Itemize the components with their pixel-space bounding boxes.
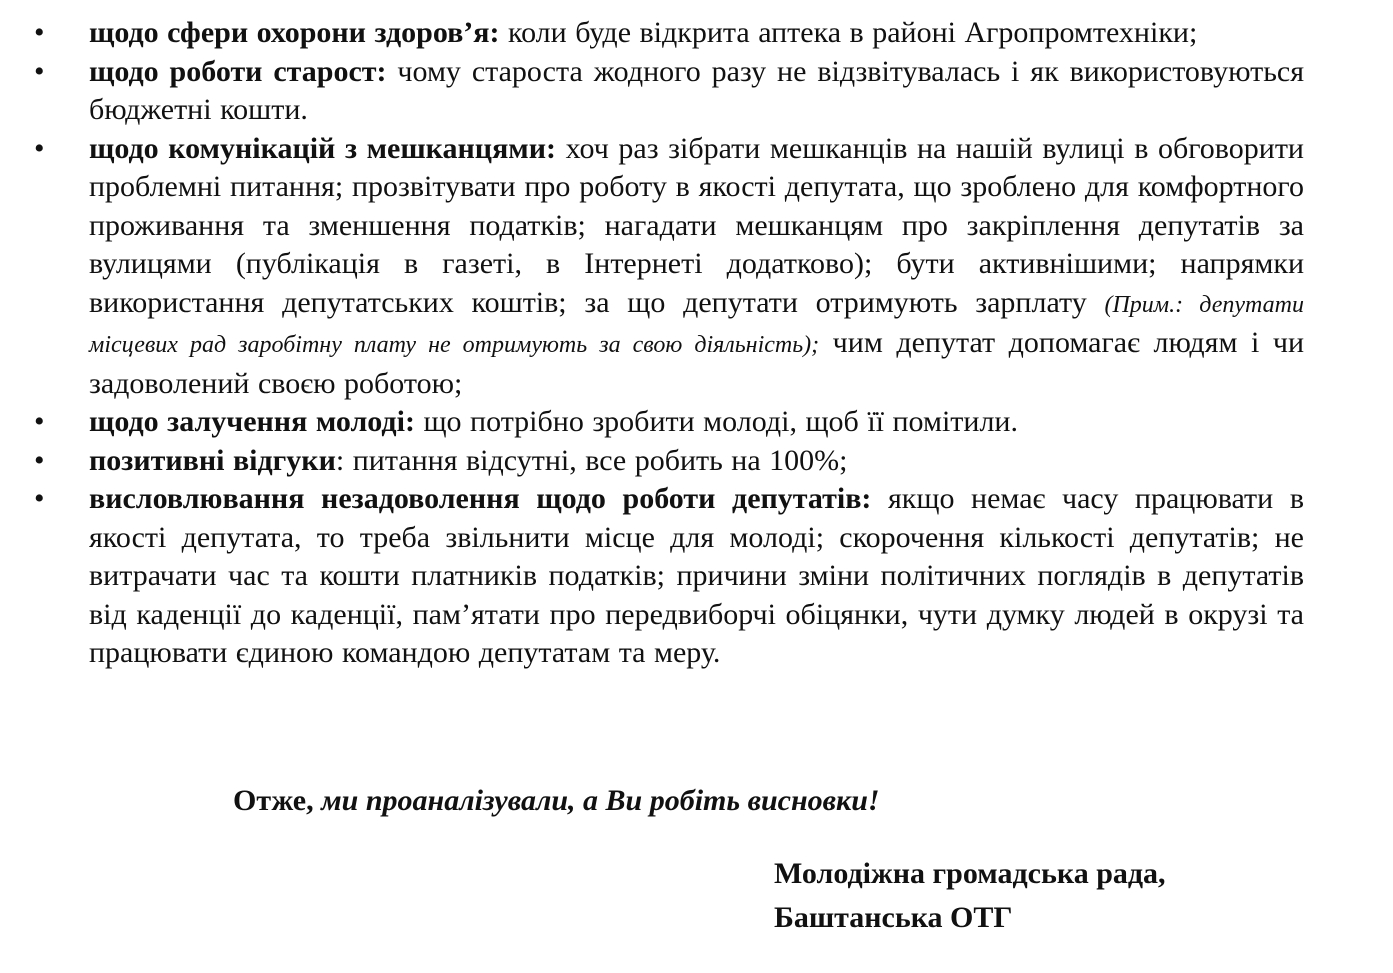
- bullet-icon: •: [34, 131, 45, 165]
- item-text: що потрібно зробити молоді, щоб її помітили.: [414, 405, 1018, 438]
- item-text-tail: чим депутат допомагає людям і чи задоволений своєю роботою;: [89, 326, 1304, 400]
- signature-org: Молодіжна громадська рада,: [774, 857, 1166, 890]
- item-text: коли буде відкрита аптека в районі Агропромтехніки;: [499, 16, 1198, 49]
- list-item-health: [34, 14, 1304, 53]
- feedback-list: [34, 14, 1305, 673]
- item-heading: висловлювання незадоволення щодо роботи депутатів:: [89, 482, 872, 515]
- item-text: чому староста жодного разу не відзвітувалась і як використовуються бюджетні кошти.: [89, 54, 1304, 126]
- item-heading: щодо комунікацій з мешканцями:: [89, 131, 557, 165]
- list-item-positive: [34, 442, 1304, 481]
- item-text: : питання відсутні, все робить на 100%;: [335, 443, 848, 477]
- item-text: якщо немає часу працювати в якості депутата, то треба звільнити місце для молоді; скорочення кількості депутатів; не витрачати час та кошти платників податків; причини зміни політичних поглядів в депутатів від каденції до каденції, пам’ятати про передвиборчі обіцянки, чути думку людей в окрузі та працювати єдиною командою депутатам та меру.: [89, 482, 1304, 669]
- item-text: хоч раз зібрати мешканців на нашій вулиці в обговорити проблемні питання; прозвітувати про роботу в якості депутата, що зроблено для комфортного проживання та зменшення податків; нагадати мешканцям про закріплення депутатів за вулицями (публікація в газеті, в Інтернеті додатково); бути активнішими; напрямки використання депутатських коштів; за що депутати отримують зарплату: [89, 131, 1304, 319]
- conclusion-lead: Отже,: [233, 784, 314, 817]
- bullet-icon: •: [34, 405, 45, 438]
- bullet-icon: •: [34, 482, 45, 515]
- list-item-youth: [34, 403, 1304, 442]
- conclusion-line: [233, 782, 880, 820]
- list-item-communication: [34, 130, 1305, 404]
- item-heading: щодо залучення молоді:: [89, 405, 415, 438]
- signature-block: [774, 852, 1166, 940]
- item-heading: щодо роботи старост:: [89, 54, 387, 88]
- item-heading: позитивні відгуки: [89, 443, 336, 477]
- item-heading: щодо сфери охорони здоров’я:: [89, 16, 500, 49]
- bullet-icon: •: [34, 16, 45, 49]
- item-note: (Прим.: депутати місцевих рад заробітну плату не отримують за свою діяльність);: [89, 291, 1305, 358]
- list-item-dissatisfaction: [34, 480, 1304, 673]
- bullet-icon: •: [34, 54, 45, 88]
- conclusion-italic: ми проаналізували, а Ви робіть висновки!: [313, 784, 880, 817]
- list-item-elders: [34, 53, 1304, 130]
- bullet-icon: •: [34, 443, 45, 477]
- signature-community: Баштанська ОТГ: [774, 901, 1013, 934]
